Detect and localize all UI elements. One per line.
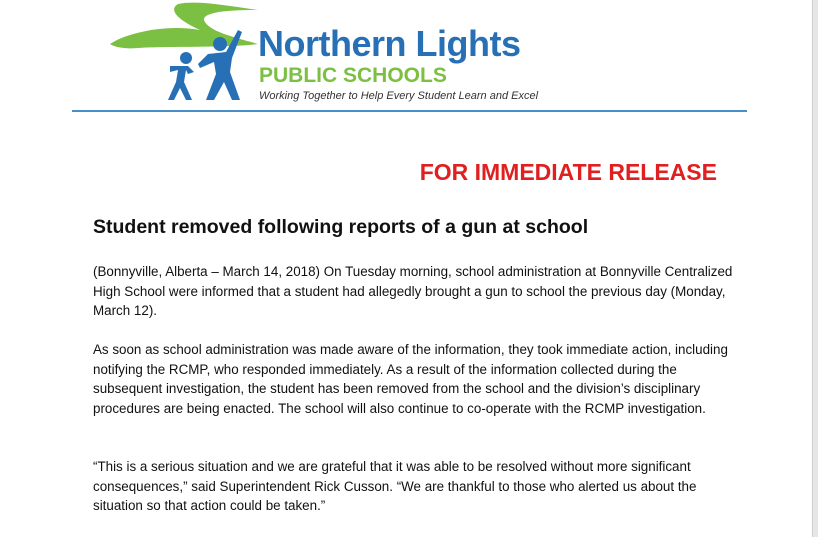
- viewer-scroll-edge[interactable]: [812, 0, 818, 537]
- brand-tagline: Working Together to Help Every Student Learn and Excel: [259, 90, 539, 102]
- brand-subtitle: PUBLIC SCHOOLS: [259, 64, 447, 87]
- paragraph-3: “This is a serious situation and we are grateful that it was able to be resolved without more significant consequences,” said Superintendent Rick Cusson. “We are thankful to those who alerted us about the situation so that action could be taken.”: [93, 459, 697, 513]
- school-logo-icon: [108, 2, 268, 102]
- press-headline: Student removed following reports of a gun at school: [93, 216, 589, 238]
- release-label: FOR IMMEDIATE RELEASE: [419, 159, 717, 185]
- paragraph-2: As soon as school administration was made aware of the information, they took immediate action, including notifying the RCMP, who responded immediately. As a result of the information collected during the subsequent investigation, the student has been removed from the school and the division’s disciplinary procedures are being enacted. The school will also continue to co-operate with the RCMP investigation.: [93, 342, 728, 416]
- brand-title: Northern Lights: [258, 23, 521, 64]
- header-divider: [72, 110, 747, 112]
- paragraph-1: (Bonnyville, Alberta – March 14, 2018) On Tuesday morning, school administration at Bonnyville Centralized High School were informed that a student had allegedly brought a gun to school the previous day (Monday, March 12).: [93, 264, 733, 318]
